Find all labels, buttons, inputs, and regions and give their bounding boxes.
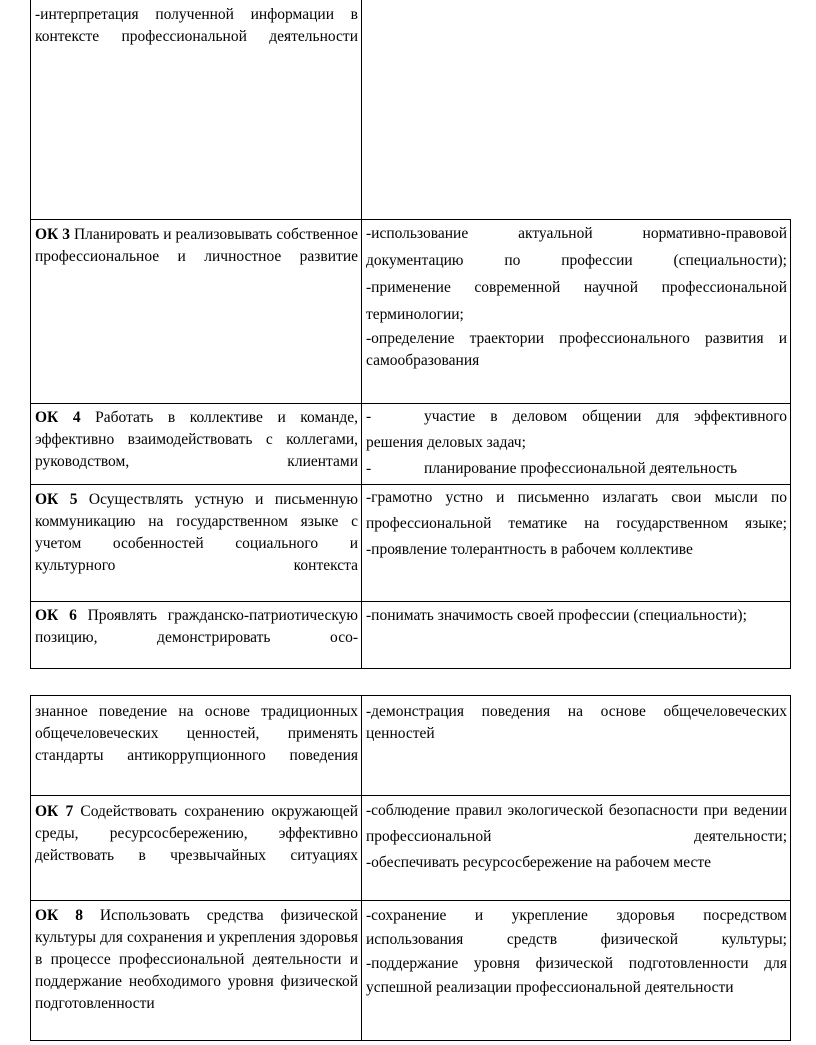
competency-code: ОК 6 bbox=[35, 607, 77, 624]
competency-text: Использовать средства физической культуры для сохранения и укрепления здоровья в процессе профессиональной деятельности и поддержание необходимого уровня физической подготовленности bbox=[35, 907, 358, 1012]
indicator-item: -проявление толерантность в рабочем коллективе bbox=[366, 541, 693, 558]
indicator-cell-ok4 bbox=[362, 404, 791, 485]
competency-cell-ok7 bbox=[31, 796, 362, 901]
competency-text: Осуществлять устную и письменную коммуникацию на государственном языке с учетом особенностей социального и культурного контекста bbox=[35, 491, 358, 574]
table-row bbox=[31, 901, 791, 1041]
competency-text: знанное поведение на основе традиционных общечеловеческих ценностей, применять стандарты антикоррупционного поведения bbox=[35, 703, 358, 764]
indicator-item: - участие в деловом общении для эффективного решения деловых задач; bbox=[366, 404, 787, 456]
table-row bbox=[31, 485, 791, 602]
table-row bbox=[31, 696, 791, 796]
competency-table-part-1 bbox=[30, 0, 791, 669]
dash-marker: - bbox=[366, 460, 372, 477]
indicator-item: -использование актуальной нормативно-правовой документацию по профессии (специальности); bbox=[366, 225, 787, 269]
table-row bbox=[31, 404, 791, 485]
competency-cell bbox=[31, 0, 362, 220]
competency-code: ОК 5 bbox=[35, 491, 78, 508]
indicator-cell-ok8 bbox=[362, 901, 791, 1041]
indicator-item: -соблюдение правил экологической безопасности при ведении профессиональной деятельности; bbox=[366, 802, 787, 845]
table-row bbox=[31, 220, 791, 404]
indicator-cell-ok6-continued bbox=[362, 696, 791, 796]
competency-code: ОК 4 bbox=[35, 409, 81, 426]
indicator-item: -грамотно устно и письменно излагать свои мысли по профессиональной тематике на государственном языке; bbox=[366, 489, 787, 532]
competency-cell-ok6-continued bbox=[31, 696, 362, 796]
indicator-cell-ok6 bbox=[362, 602, 791, 669]
table-row bbox=[31, 0, 791, 220]
indicator-item: -обеспечивать ресурсосбережение на рабочем месте bbox=[366, 854, 712, 871]
dash-marker: - bbox=[366, 408, 372, 425]
competency-text: Проявлять гражданско-патриотическую позицию, демонстрировать осо- bbox=[35, 607, 359, 646]
competency-cell-ok3 bbox=[31, 220, 362, 404]
competency-cell-ok8 bbox=[31, 901, 362, 1041]
indicator-cell-ok3 bbox=[362, 220, 791, 404]
competency-cell-ok6 bbox=[31, 602, 362, 669]
competency-code: ОК 8 bbox=[35, 907, 83, 924]
indicator-item: -определение траектории профессионального развития и самообразования bbox=[366, 330, 787, 369]
indicator-cell bbox=[362, 0, 791, 220]
indicator-cell-ok5 bbox=[362, 485, 791, 602]
indicator-cell-ok7 bbox=[362, 796, 791, 901]
indicator-item: -применение современной научной профессиональной терминологии; bbox=[366, 279, 787, 323]
competency-text: Содействовать сохранению окружающей среды, ресурсосбережению, эффективно действовать в чрезвычайных ситуациях bbox=[35, 803, 359, 864]
competency-code: ОК 3 bbox=[35, 226, 71, 243]
competency-cell-ok5 bbox=[31, 485, 362, 602]
table-row bbox=[31, 796, 791, 901]
competency-text: Планировать и реализовывать собственное профессиональное и личностное развитие bbox=[35, 226, 358, 265]
competency-text: -интерпретация полученной информации в контексте профессиональной деятельности bbox=[35, 6, 358, 45]
competency-text: Работать в коллективе и команде, эффективно взаимодействовать с коллегами, руководством, клиентами bbox=[35, 409, 359, 470]
competency-table-part-2 bbox=[30, 695, 791, 1041]
indicator-item: -сохранение и укрепление здоровья посредством использования средств физической культуры; bbox=[366, 907, 787, 948]
table-row bbox=[31, 602, 791, 669]
indicator-item: -понимать значимость своей профессии (специальности); bbox=[366, 607, 747, 624]
indicator-item: -демонстрация поведения на основе общечеловеческих ценностей bbox=[366, 703, 787, 742]
competency-cell-ok4 bbox=[31, 404, 362, 485]
indicator-item: -поддержание уровня физической подготовленности для успешной реализации профессиональной деятельности bbox=[366, 955, 787, 996]
indicator-item: - планирование профессиональной деятельность bbox=[366, 456, 787, 482]
competency-code: ОК 7 bbox=[35, 803, 74, 820]
